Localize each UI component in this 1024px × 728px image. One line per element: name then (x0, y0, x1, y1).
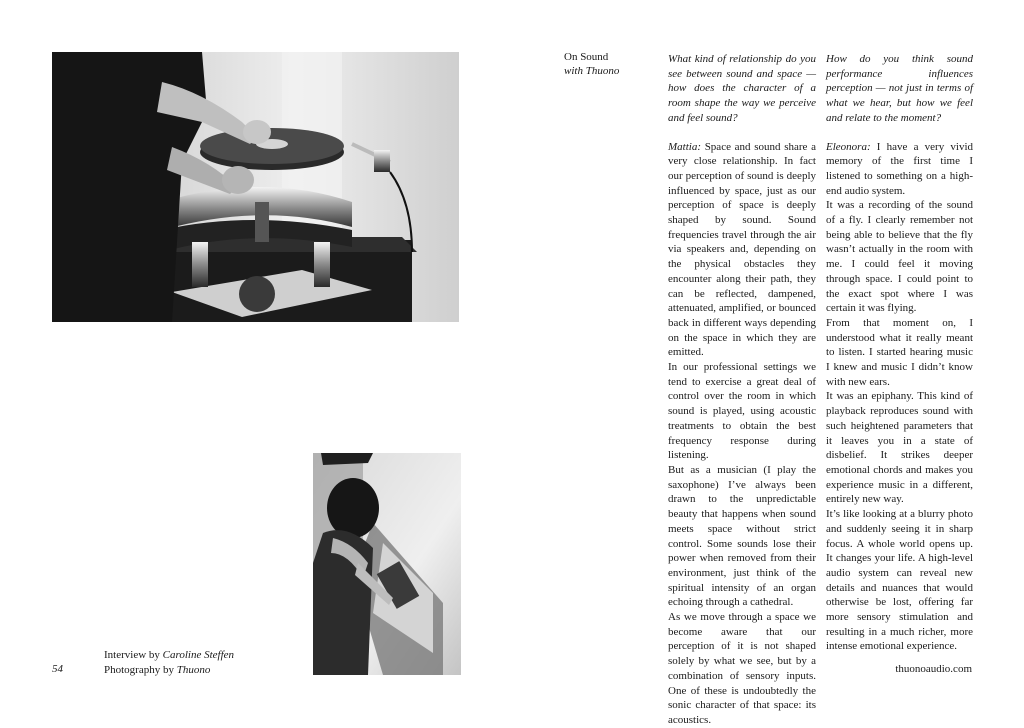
question-1: What kind of relationship do you see between sound and space — how does the character of a room shape the way we perceive and feel sound? (668, 53, 816, 124)
page-number: 54 (52, 663, 63, 675)
interview-column-right (826, 52, 973, 654)
photographer-name: Thuono (176, 663, 211, 676)
website-url: thuonoaudio.com (895, 663, 972, 675)
interview-credit (104, 648, 234, 663)
speaker-name: Mattia: (668, 140, 701, 153)
answer-paragraph: From that moment on, I understood what it really meant to listen. I started hearing music I knew and music I didn’t know with new ears. (826, 316, 973, 388)
answer-paragraph (826, 140, 973, 199)
interviewer-name: Caroline Steffen (162, 649, 235, 661)
interview-credit-prefix: Interview by (104, 649, 163, 661)
credits (104, 648, 234, 677)
question-2: How do you think sound performance influences perception — not just in terms of what we hear, but how we feel and relate to the moment? (826, 53, 973, 124)
answer-paragraph: But as a musician (I play the saxophone) I’ve always been drawn to the unpredictable beauty that happens when sound meets space without strict control. Some sounds lose their power when removed from their environment, just think of the spiritual intensity of an organ echoing through a cathedral. (668, 463, 816, 609)
answer-paragraph (668, 140, 816, 361)
answer-paragraph: As we move through a space we become aware that our perception of it is not shaped solely by what we see, but by a combination of sensory inputs. One of these is undoubtedly the sonic character of that space: its acoustics. (668, 611, 816, 726)
answer-text: I have a very vivid memory of the first time I listened to something on a high-end audio system. (826, 140, 973, 197)
section-title: On Sound (564, 51, 609, 63)
answer-paragraph: It was a recording of the sound of a fly. I clearly remember not being able to believe that the fly wasn’t actually in the room with me. I could feel it moving through space. I could point to the exact spot where I was certain it was flying. (826, 199, 973, 315)
answer-paragraph: It was an epiphany. This kind of playback reproduces sound with such heightened parameters that it leaves you in a state of disbelief. It strikes deeper emotional chords and makes you experience music in a different, entirely new way. (826, 390, 973, 506)
section-label (564, 50, 619, 78)
section-subtitle: with Thuono (564, 65, 620, 77)
photography-credit-prefix: Photography by (104, 663, 177, 676)
photography-credit (104, 663, 234, 678)
record-browsing-photo (313, 453, 461, 675)
interview-column-left (668, 52, 816, 728)
answer-paragraph: In our professional settings we tend to exercise a great deal of control over the room in which sound is played, using acoustic treatments to obtain the best frequency response during listening. (668, 361, 816, 462)
answer-paragraph: It’s like looking at a blurry photo and suddenly seeing it in sharp focus. A whole world opens up. It changes your life. A high-level audio system can reveal new details and nuances that would otherwise be lost, offering far more sensory stimulation and resulting in a much richer, more intense emotional experience. (826, 508, 973, 653)
turntable-photo (52, 52, 459, 322)
answer-text: Space and sound share a very close relationship. In fact our perception of sound is deeply influenced by space, just as our perception of space is deeply shaped by sound. Sound frequencies travel through the air via speakers and, depending on the physical obstacles they encounter along their path, they can be reflected, dampened, attenuated, amplified, or bounced back in different ways depending on the space in which they are emitted. (668, 140, 816, 359)
speaker-name: Eleonora: (826, 140, 871, 153)
